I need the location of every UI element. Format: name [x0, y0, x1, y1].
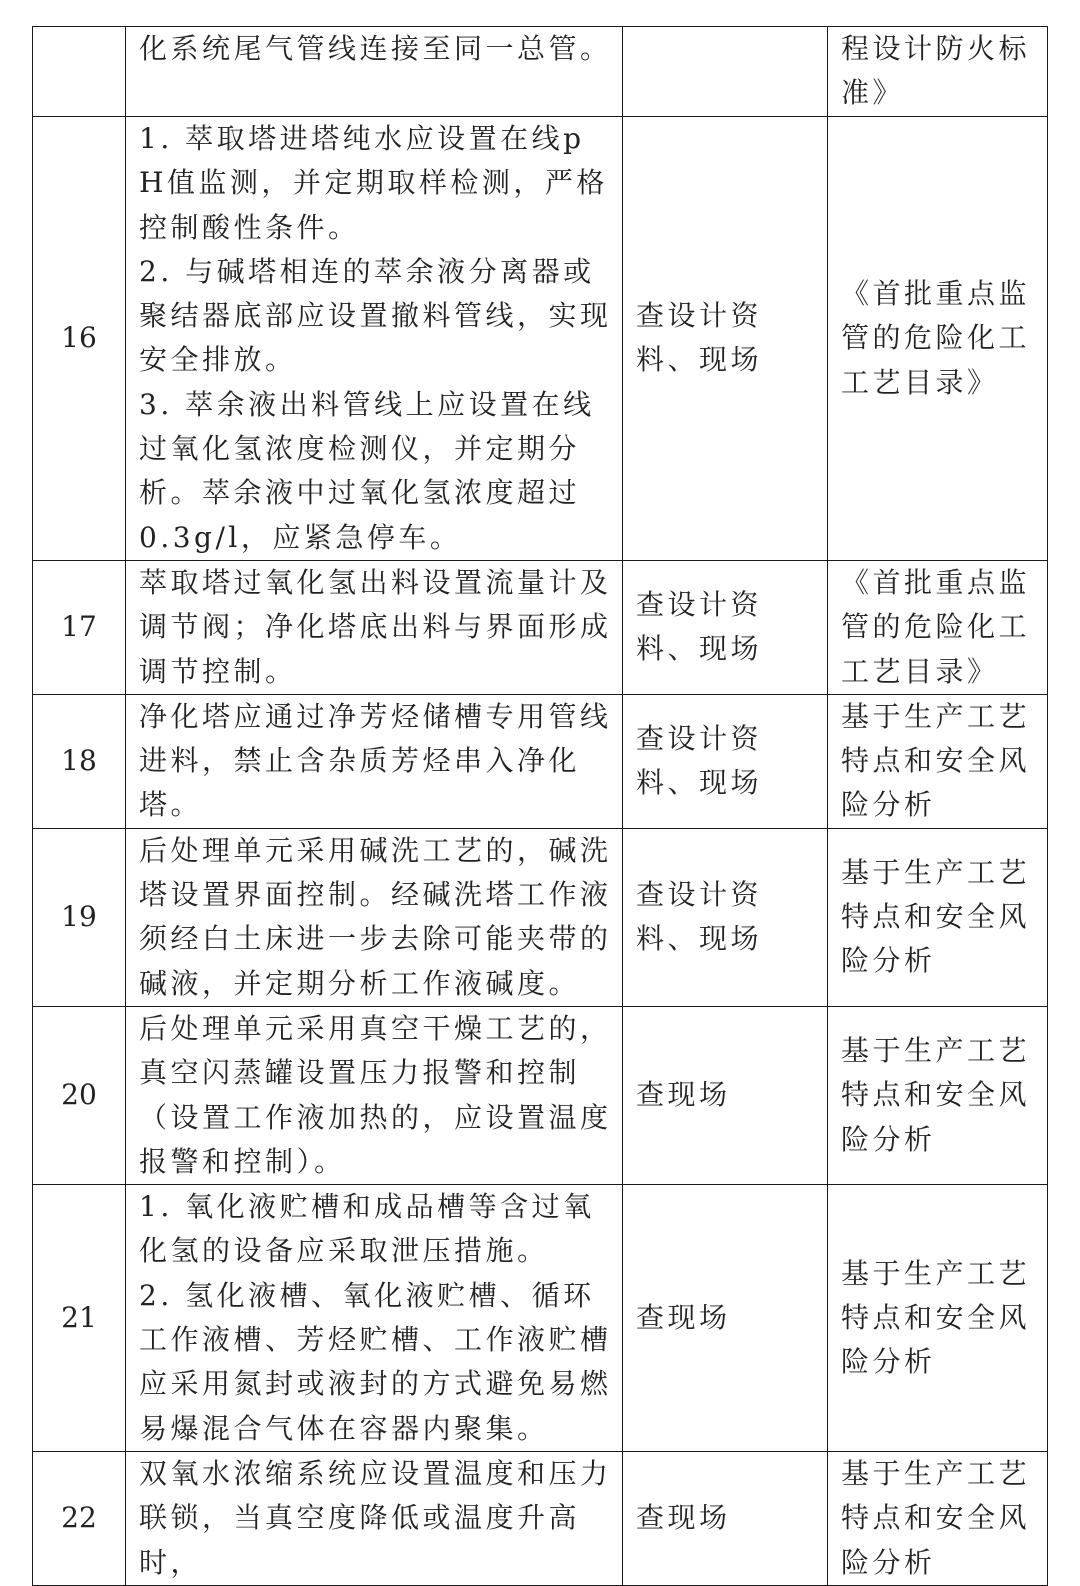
requirement-text: 后处理单元采用碱洗工艺的，碱洗塔设置界面控制。经碱洗塔工作液须经白土床进一步去除可能夹带的碱液，并定期分析工作液碱度。: [139, 833, 612, 1000]
row-number: 22: [33, 1451, 126, 1585]
check-method-cell: 查设计资料、现场: [623, 694, 828, 828]
requirement-text: 净化塔应通过净芳烃储槽专用管线进料，禁止含杂质芳烃串入净化塔。: [139, 699, 612, 822]
table-row: [33, 1451, 1048, 1585]
requirement-cell: [126, 1451, 623, 1585]
requirement-cell: [126, 117, 623, 561]
requirement-cell: [126, 27, 623, 117]
table-row: [33, 1006, 1048, 1184]
row-number: 20: [33, 1006, 126, 1184]
table-row: [33, 560, 1048, 694]
requirement-text: 1. 氧化液贮槽和成品槽等含过氧化氢的设备应采取泄压措施。: [139, 1190, 595, 1268]
inspection-table: [32, 26, 1048, 1586]
basis-cell: 基于生产工艺特点和安全风险分析: [828, 1451, 1048, 1585]
row-number: 18: [33, 694, 126, 828]
basis-cell: 基于生产工艺特点和安全风险分析: [828, 828, 1048, 1006]
row-number: 21: [33, 1185, 126, 1452]
basis-cell: 程设计防火标准》: [828, 27, 1048, 117]
row-number: 19: [33, 828, 126, 1006]
row-number: [33, 27, 126, 117]
check-method-cell: 查现场: [623, 1185, 828, 1452]
requirement-text: 1. 萃取塔进塔纯水应设置在线pH值监测，并定期取样检测，严格控制酸性条件。: [139, 122, 608, 244]
check-method-cell: 查设计资料、现场: [623, 560, 828, 694]
basis-cell: 基于生产工艺特点和安全风险分析: [828, 1185, 1048, 1452]
table-row: [33, 117, 1048, 561]
basis-cell: 《首批重点监管的危险化工工艺目录》: [828, 560, 1048, 694]
basis-cell: 基于生产工艺特点和安全风险分析: [828, 1006, 1048, 1184]
table-row: [33, 27, 1048, 117]
check-method-cell: 查现场: [623, 1451, 828, 1585]
requirement-text: 后处理单元采用真空干燥工艺的，真空闪蒸罐设置压力报警和控制（设置工作液加热的，应设置温度报警和控制）。: [139, 1011, 612, 1178]
check-method-cell: 查设计资料、现场: [623, 117, 828, 561]
requirement-cell: [126, 560, 623, 694]
row-number: 16: [33, 117, 126, 561]
requirement-text: 萃取塔过氧化氢出料设置流量计及调节阀；净化塔底出料与界面形成调节控制。: [139, 565, 612, 688]
table-row: [33, 828, 1048, 1006]
requirement-cell: [126, 694, 623, 828]
requirement-cell: [126, 828, 623, 1006]
requirement-cell: [126, 1006, 623, 1184]
requirement-text: 化系统尾气管线连接至同一总管。: [139, 32, 612, 65]
basis-cell: 基于生产工艺特点和安全风险分析: [828, 694, 1048, 828]
check-method-cell: 查现场: [623, 1006, 828, 1184]
table-row: [33, 1185, 1048, 1452]
row-number: 17: [33, 560, 126, 694]
requirement-text: 2. 氢化液槽、氧化液贮槽、循环工作液槽、芳烃贮槽、工作液贮槽应采用氮封或液封的方式避免易燃易爆混合气体在容器内聚集。: [139, 1278, 612, 1445]
requirement-text: 双氧水浓缩系统应设置温度和压力联锁，当真空度降低或温度升高时，: [139, 1456, 612, 1579]
requirement-text: 2. 与碱塔相连的萃余液分离器或聚结器底部应设置撤料管线，实现安全排放。: [139, 254, 612, 377]
table-row: [33, 694, 1048, 828]
check-method-cell: 查设计资料、现场: [623, 828, 828, 1006]
check-method-cell: [623, 27, 828, 117]
basis-cell: 《首批重点监管的危险化工工艺目录》: [828, 117, 1048, 561]
requirement-text: 3. 萃余液出料管线上应设置在线过氧化氢浓度检测仪，并定期分析。萃余液中过氧化氢浓度超过0.3g/l，应紧急停车。: [139, 387, 595, 554]
requirement-cell: [126, 1185, 623, 1452]
